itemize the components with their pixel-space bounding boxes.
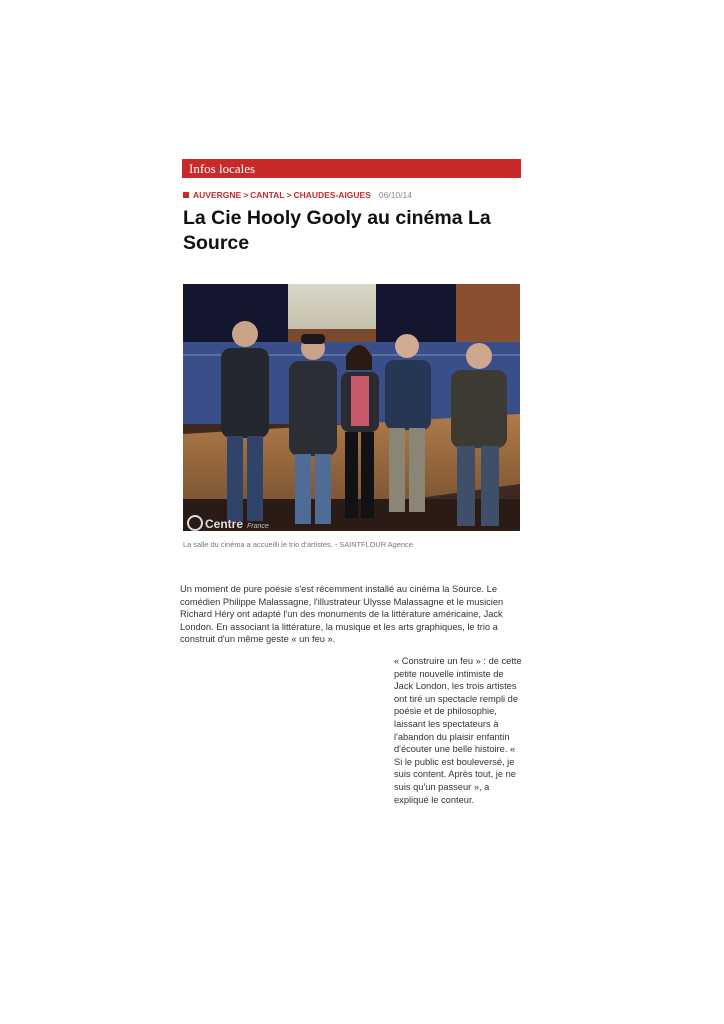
breadcrumb-item-auvergne[interactable]: AUVERGNE xyxy=(193,190,242,200)
breadcrumb-separator: > xyxy=(243,190,249,200)
publication-date: 06/10/14 xyxy=(378,190,412,200)
article-paragraph-1: Un moment de pure poésie s'est récemment installé au cinéma la Source. Le comédien Philippe Malassagne, l'illustrateur Ulysse Malassagne et le musicien Richard Héry ont adapté l'un des monuments de la littérature américaine, Jack London. En associant la littérature, la musique et les arts graphiques, le trio a construit d'un même geste « un feu ». xyxy=(180,584,504,645)
projection-screen xyxy=(288,284,376,329)
section-label: Infos locales xyxy=(189,161,256,176)
breadcrumb-separator: > xyxy=(286,190,292,200)
photo-illustration xyxy=(183,284,520,531)
breadcrumb-item-cantal[interactable]: CANTAL xyxy=(250,190,285,200)
watermark-subtext: France xyxy=(247,523,269,530)
article-photo xyxy=(183,284,520,531)
breadcrumb-item-chaudes-aigues[interactable]: CHAUDES-AIGUES xyxy=(293,190,371,200)
curtain-right xyxy=(376,284,456,342)
breadcrumb xyxy=(183,189,412,201)
breadcrumb-marker-icon xyxy=(183,192,189,198)
article-title: La Cie Hooly Gooly au cinéma La Source xyxy=(183,207,491,254)
article-paragraph-2: « Construire un feu » : de cette petite nouvelle intimiste de Jack London, les trois artistes ont tiré un spectacle rempli de poésie et de philosophie, laissant les spectateurs à l'abandon du plaisir enfantin d'écouter une belle histoire. « Si le public est bouleversé, je suis content. Après tout, je ne suis qu'un passeur », a expliqué le conteur. xyxy=(394,656,522,805)
watermark-text: Centre xyxy=(205,517,244,531)
section-header-bar xyxy=(182,159,521,178)
photo-caption: La salle du cinéma a accueilli le trio d'artistes. - SAINTFLOUR Agence xyxy=(183,540,413,549)
